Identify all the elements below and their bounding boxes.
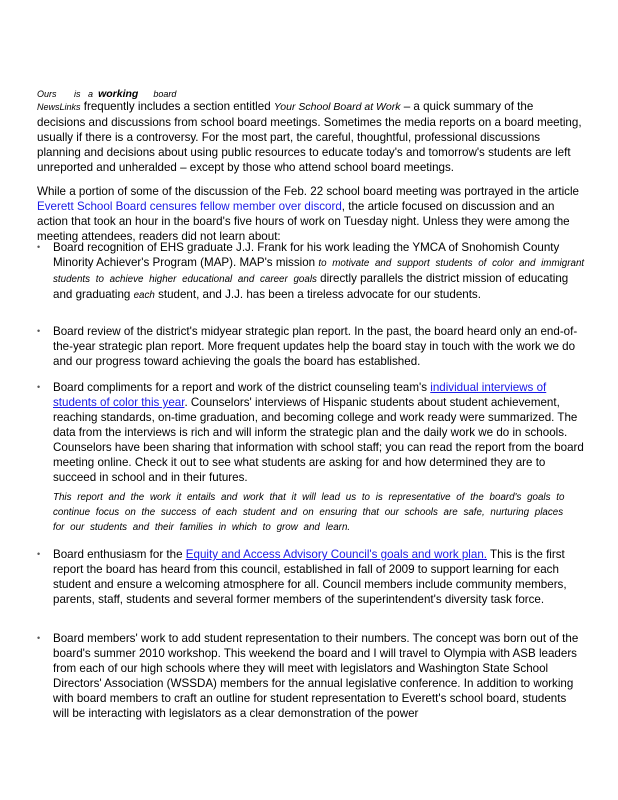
header-word-3: a <box>88 89 94 99</box>
bullet-1-text-1: Board recognition of EHS graduate J.J. Frank for his work leading the YMCA of Snohomish County Minority Achiever's Program (MAP). MAP's mission <box>53 241 560 269</box>
list-item <box>37 631 585 721</box>
intro-text-2: – a quick summary of the decisions and discussions from school board meetings. Sometimes the media reports on a board meeting, usually if there is a controversy. For the most part, the careful, thoughtful, professional discussions planning and decisions about using public resources to educate today's and tomorrow's students are left unreported and unheralded – except by those who attend school board meetings. <box>37 100 582 174</box>
header-word-1: Ours <box>37 89 57 99</box>
section-title: Your School Board at Work <box>273 101 401 113</box>
each-emphasis: each <box>133 290 155 301</box>
bullet-5-text: Board members' work to add student representation to their numbers. The concept was born out of the board's summer 2010 workshop. This weekend the board and I will travel to Olympia with ASB leaders from each of our high schools where they will meet with legislators and Washington State School Directors' Association (WSSDA) members for the annual legislative conference. In addition to working with board members to craft an outline for student representation to Everett's school board, students will be interacting with legislators as a clear demonstration of the power <box>53 632 579 720</box>
bullet-icon: • <box>37 549 41 559</box>
bullet-3-text-2: . Counselors' interviews of Hispanic students about student achievement, reaching standards, on-time graduation, and becoming college and work ready were summarized. The data from the interviews is rich and will inform the strategic plan and the daily work we do in schools. Counselors have been sharing that information with school staff; you can read the report from the board meeting online. Check it out to see what students are asking for and how determined they are to succeed in school and in their futures. <box>53 396 584 484</box>
bullet-1-text-3: student, and J.J. has been a tireless advocate for our students. <box>154 288 481 301</box>
article-link[interactable]: Everett School Board censures fellow member over discord <box>37 200 342 213</box>
map-mission: to motivate and support students of color and immigrant students to achieve higher educational and career goals <box>53 258 585 285</box>
list-item <box>37 240 585 303</box>
list-item <box>37 324 585 369</box>
header-word-4: working <box>98 88 139 100</box>
bullet-icon: • <box>37 242 41 252</box>
list-item <box>37 380 585 485</box>
bullet-icon: • <box>37 633 41 643</box>
intro-text-1: frequently includes a section entitled <box>80 100 274 113</box>
board-goals-quote: This report and the work it entails and work that it will lead us to is representative of the board's goals to continue focus on the success of each student and on ensuring that our schools are safe, nurturing places for our students and their families in which to grow and learn. <box>53 492 565 533</box>
bullet-4-text-2: This is the first report the board has heard from this council, established in fall of 2009 to support learning for each student and ensure a welcoming atmosphere for all. Council members include community members, parents, staff, students and several former members of the superintendent's diversity task force. <box>53 548 567 606</box>
intro-paragraph <box>37 99 582 175</box>
equity-council-link[interactable]: Equity and Access Advisory Council's goals and work plan. <box>185 548 487 561</box>
header-word-5: board <box>153 89 177 99</box>
bullet-2-text: Board review of the district's midyear strategic plan report. In the past, the board heard only an end-of-the-year strategic plan report. More frequent updates help the board stay in touch with the work we do and our progress toward achieving the goals the board has established. <box>53 325 578 368</box>
context-paragraph <box>37 184 582 244</box>
bullet-icon: • <box>37 326 41 336</box>
context-text-1: While a portion of some of the discussion of the Feb. 22 school board meeting was portrayed in the article <box>37 185 579 198</box>
list-item <box>37 547 585 607</box>
bullet-4-text-1: Board enthusiasm for the <box>53 548 186 561</box>
newslinks-title: NewsLinks <box>37 102 81 112</box>
bullet-icon: • <box>37 382 41 392</box>
context-text-2: , the article focused on discussion and an action that took an hour in the board's five hours of work on Tuesday night. Unless they were among the meeting attendees, readers did not learn about: <box>37 200 570 243</box>
bullet-3-text-1: Board compliments for a report and work of the district counseling team's <box>53 381 431 394</box>
interviews-link[interactable]: individual interviews of students of color this year <box>53 381 547 409</box>
bullet-1-text-2: directly parallels the district mission of educating and graduating <box>53 272 569 301</box>
header-word-2: is <box>74 89 81 99</box>
